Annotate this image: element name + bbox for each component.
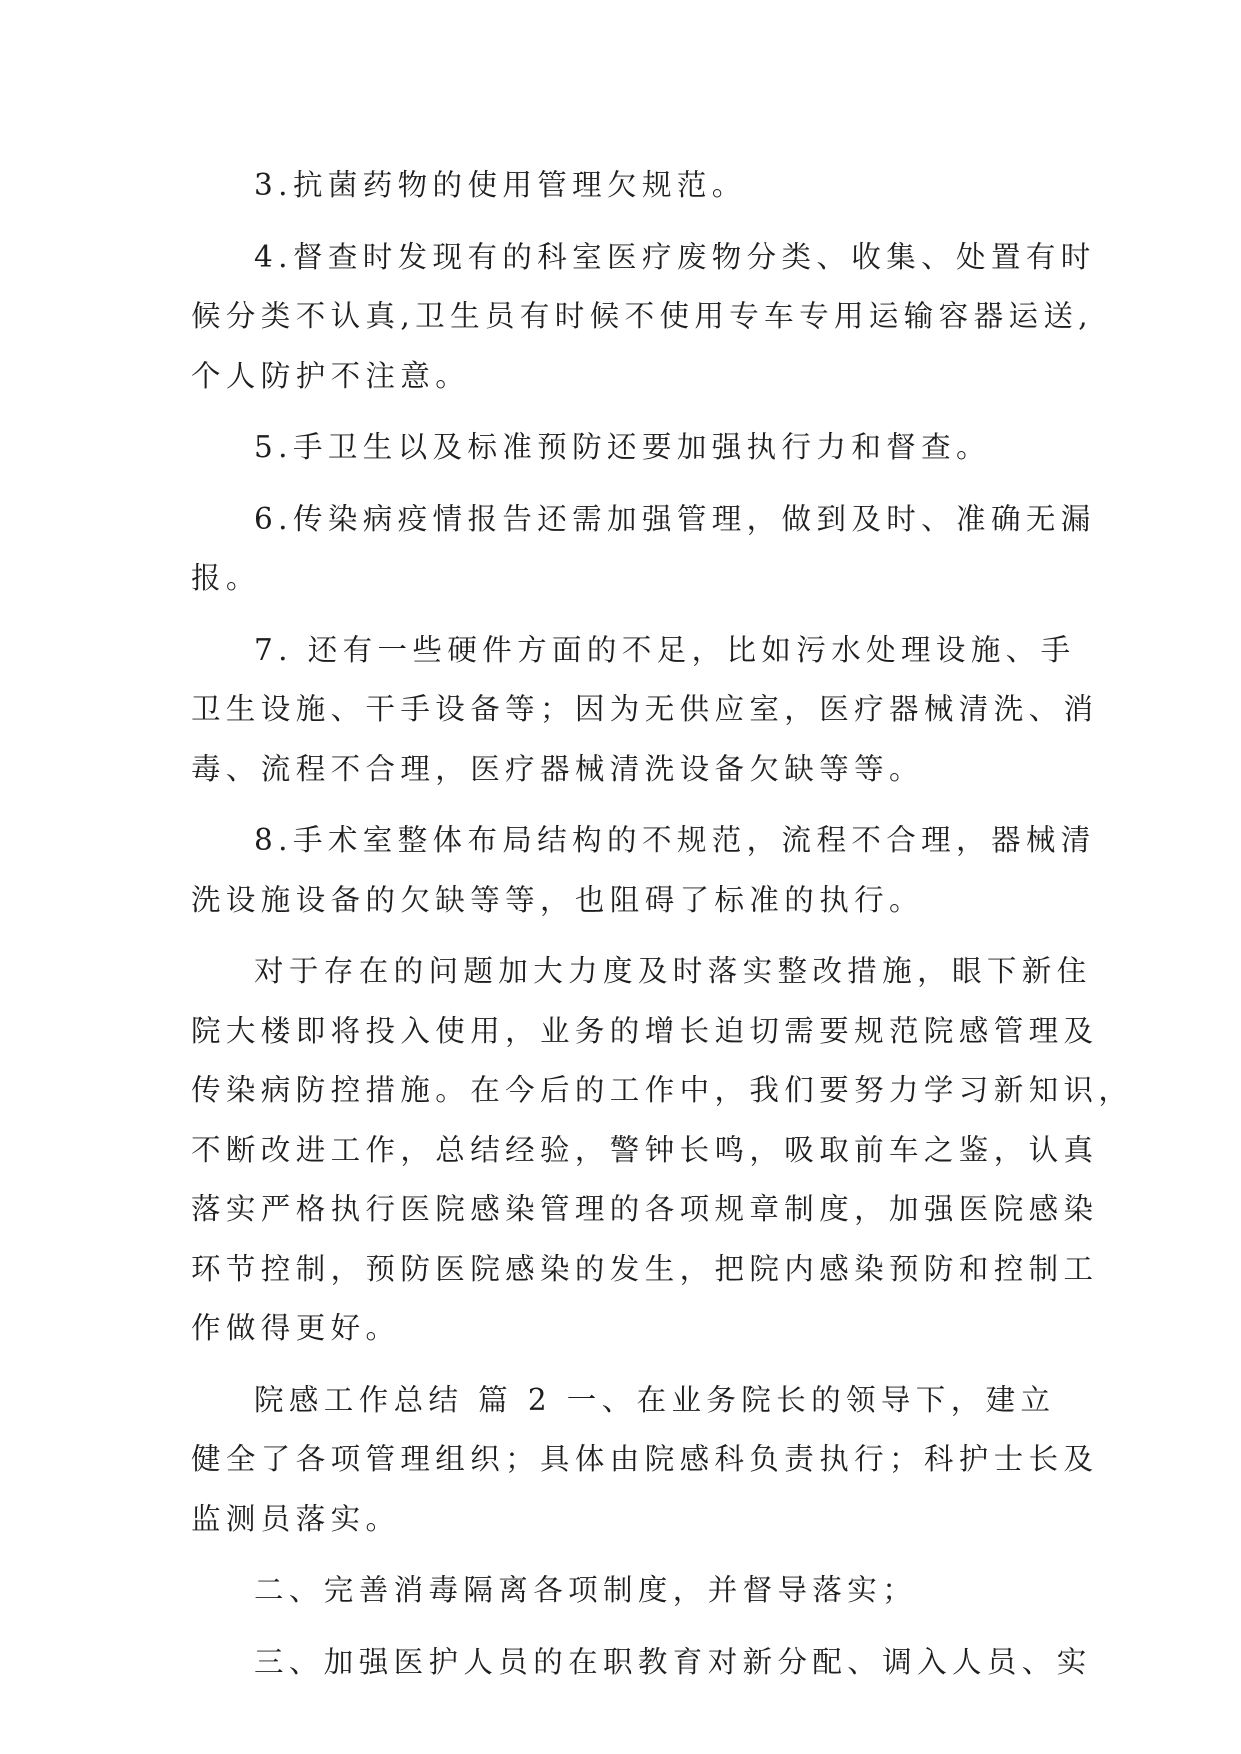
text-line: 5.手卫生以及标准预防还要加强执行力和督查。	[254, 430, 991, 464]
text-line: 洗设施设备的欠缺等等，也阻碍了标准的执行。	[191, 882, 924, 917]
text-line: 健全了各项管理组织；具体由院感科负责执行；科护士长及	[191, 1442, 1099, 1476]
text-line: 对于存在的问题加大力度及时落实整改措施，眼下新住	[254, 954, 1092, 988]
text-line: 传染病防控措施。在今后的工作中，我们要努力学习新知识，	[191, 1073, 1134, 1107]
text-line: 院大楼即将投入使用，业务的增长迫切需要规范院感管理及	[191, 1013, 1099, 1048]
text-line: 不断改进工作，总结经验，警钟长鸣，吸取前车之鉴，认真	[191, 1132, 1099, 1167]
text-line: 6.传染病疫情报告还需加强管理，做到及时、准确无漏	[254, 501, 1096, 536]
text-line: 报。	[191, 561, 261, 595]
document-body	[191, 156, 1134, 1692]
text-line: 4.督查时发现有的科室医疗废物分类、收集、处置有时	[254, 239, 1096, 274]
text-line: 个人防护不注意。	[191, 358, 471, 393]
text-line: 监测员落实。	[191, 1501, 401, 1536]
text-line: 院感工作总结 篇 2 一、在业务院长的领导下，建立	[254, 1382, 1056, 1417]
text-line: 毒、流程不合理，医疗器械清洗设备欠缺等等。	[191, 751, 924, 786]
text-line: 候分类不认真,卫生员有时候不使用专车专用运输容器运送,	[191, 299, 1094, 333]
text-line: 三、加强医护人员的在职教育对新分配、调入人员、实	[254, 1644, 1092, 1679]
text-line: 8.手术室整体布局结构的不规范，流程不合理，器械清	[254, 823, 1096, 857]
text-line: 7. 还有一些硬件方面的不足，比如污水处理设施、手	[254, 632, 1076, 667]
text-line: 二、完善消毒隔离各项制度，并督导落实；	[254, 1573, 918, 1607]
text-line: 环节控制，预防医院感染的发生，把院内感染预防和控制工	[191, 1251, 1099, 1286]
text-line: 落实严格执行医院感染管理的各项规章制度，加强医院感染	[191, 1192, 1099, 1226]
text-line: 作做得更好。	[191, 1311, 401, 1345]
text-line: 卫生设施、干手设备等；因为无供应室，医疗器械清洗、消	[191, 692, 1099, 726]
text-line: 3.抗菌药物的使用管理欠规范。	[254, 168, 747, 202]
